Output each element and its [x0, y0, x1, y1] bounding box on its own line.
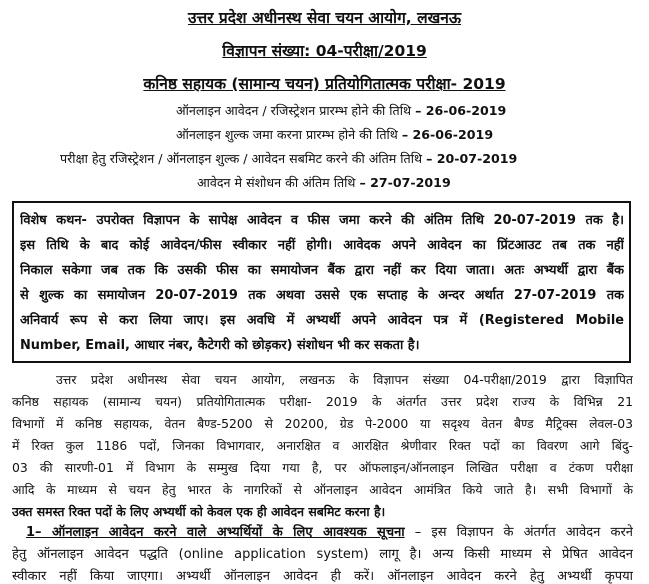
date-label: ऑनलाइन आवेदन / रजिस्ट्रेशन प्रारम्भ होने की तिथि — [176, 103, 412, 118]
date-label: आवेदन मे संशोधन की अंतिम तिथि — [197, 175, 356, 190]
notice-line: Number, Email, आधार नंबर, कैटेगरी को छोड़कर) संशोधन भी कर सकता है। — [20, 338, 420, 353]
exam-title: कनिष्ठ सहायक (सामान्य चयन) प्रतियोगितात्मक परीक्षा- 2019 — [143, 75, 506, 93]
advertisement-number: विज्ञापन संख्या: 04-परीक्षा/2019 — [222, 42, 427, 60]
date-label: परीक्षा हेतु रजिस्ट्रेशन / ऑनलाइन शुल्क / आवेदन सबमिट करने की अंतिम तिथि — [60, 151, 423, 166]
section-1-heading: 1– ऑनलाइन आवेदन करने वाले अभ्यर्थियों के लिए आवश्यक सूचना — [26, 525, 405, 540]
section-1-heading-line — [12, 522, 633, 540]
notice-line: अनिवार्य रूप से करा लिया जाए। इस अवधि में अभ्यर्थी अपने आवेदन पत्र में (Registered Mobile — [20, 313, 624, 328]
date-line-fee-start — [176, 126, 493, 143]
date-label: ऑनलाइन शुल्क जमा करना प्रारम्भ होने की तिथि — [176, 127, 398, 142]
section-1-line: स्वीकार नहीं किया जाएगा। अभ्यर्थी ऑनलाइन आवेदन ही करें। ऑनलाइन आवेदन करने हेतु अभ्यर्थी कृपया — [12, 569, 633, 584]
body-paragraph-line: कनिष्ठ सहायक (सामान्य चयन) प्रतियोगितात्मक परीक्षा- 2019 के अंतर्गत उत्तर प्रदेश राज्य के विभिन्न 21 — [12, 394, 633, 409]
date-value: – 27-07-2019 — [359, 175, 451, 190]
notice-line: निकाल सकेगा जब तक कि उसकी फीस का समायोजन बैंक द्वारा नहीं कर दिया जाता। अतः अभ्यर्थी द्वारा बैंक — [20, 263, 624, 278]
section-1-heading-rest: – इस विज्ञापन के अंतर्गत आवेदन करने — [404, 525, 633, 540]
body-paragraph-line — [12, 371, 633, 388]
body-paragraph-line: विभागों में कनिष्ठ सहायक, वेतन बैण्ड-5200 से 20200, ग्रेड पे-2000 या सदृश्य वेतन बैण्ड मैट्रिक्स लेवल-03 — [12, 416, 633, 431]
body-paragraph-line: 03 की सारणी-01 में विभाग के सम्मुख दिया गया है, पर ऑफलाइन/ऑनलाइन लिखित परीक्षा व टंकण परीक्षा — [12, 460, 633, 475]
body-paragraph-line: आदि के माध्यम से चयन हेतु भारत के नागरिकों से ऑनलाइन आवेदन आमंत्रित किये जाते है। सभी विभागों के — [12, 482, 633, 497]
date-line-registration-start — [176, 102, 506, 119]
special-notice-box — [12, 201, 631, 363]
notice-line: विशेष कथन- उपरोक्त विज्ञापन के सापेक्ष आवेदन व फीस जमा करने की अंतिम तिथि 20-07-2019 तक है। — [20, 213, 624, 228]
body-line-text: उत्तर प्रदेश अधीनस्थ सेवा चयन आयोग, लखनऊ के विज्ञापन संख्या 04-परीक्षा/2019 द्वारा विज्ञापित — [56, 372, 633, 387]
date-value: – 26-06-2019 — [401, 127, 494, 142]
date-value: – 20-07-2019 — [426, 151, 518, 166]
notice-line: से शुल्क का समायोजन 20-07-2019 तक अथवा उससे एक सप्ताह के अन्दर अर्थात 27-07-2019 तक — [20, 288, 624, 303]
date-line-last-correction — [197, 174, 451, 191]
notice-line: इस तिथि के बाद कोई आवेदन/फीस स्वीकार नहीं होगी। आवेदक अपने आवेदन का प्रिंटआउट तब तक नहीं — [20, 238, 624, 253]
body-paragraph-line: में रिक्त कुल 1186 पदों, जिनका विभागवार, अनारक्षित व आरक्षित श्रेणीवार रिक्त पदों का विवरण आगे बिंदु- — [12, 438, 633, 453]
date-value: – 26-06-2019 — [415, 103, 507, 118]
organization-heading: उत्तर प्रदेश अधीनस्थ सेवा चयन आयोग, लखनऊ — [187, 9, 462, 27]
body-paragraph-line: उक्त समस्त रिक्त पदों के लिए अभ्यर्थी को केवल एक ही आवेदन सबमिट करना है। — [12, 504, 386, 519]
section-1-line: हेतु ऑनलाइन आवेदन पद्धति (online application system) लागू है। अन्य किसी माध्यम से प्रेषित आवेदन — [12, 547, 633, 562]
date-line-last-submit — [60, 150, 517, 167]
